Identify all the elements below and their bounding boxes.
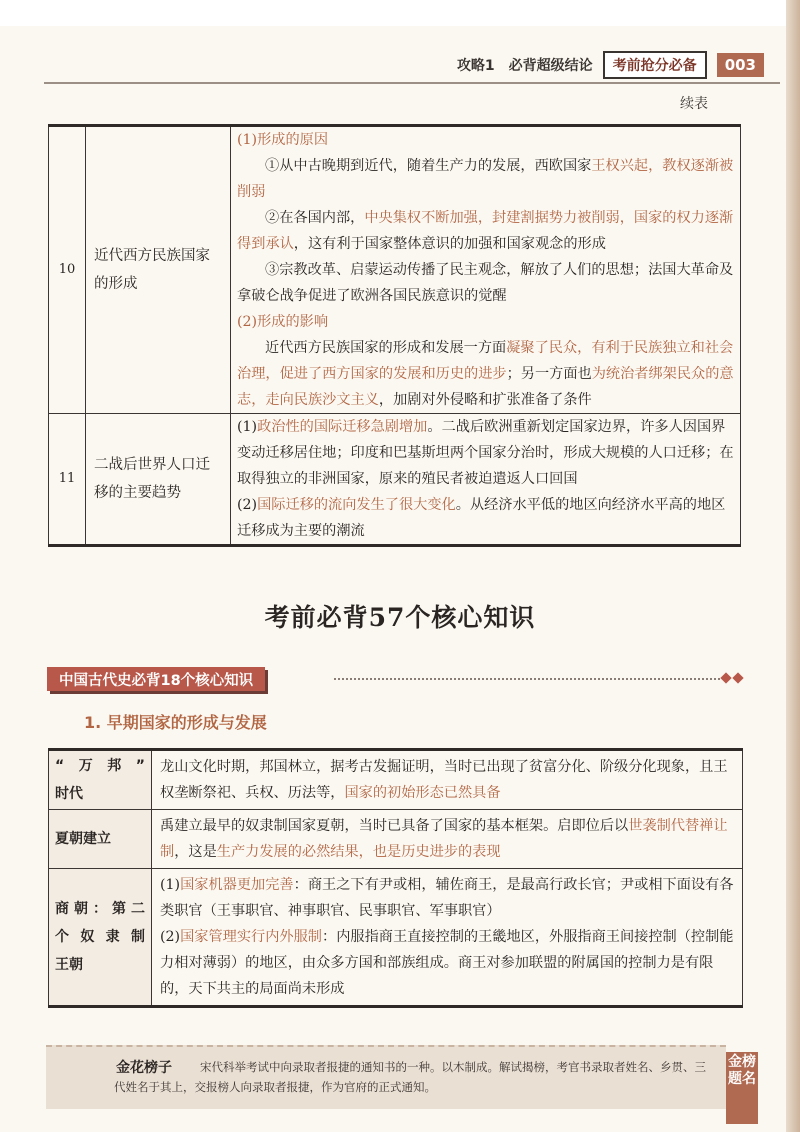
table-row: [49, 126, 741, 414]
row-heading: “万邦” 时代: [49, 750, 152, 810]
header-badge: 考前抢分必备: [603, 51, 707, 79]
footer-text: 宋代科举考试中向录取者报捷的通知书的一种。以木制成。解试揭榜，考官书录取者姓名、乡贯、三代姓名于其上，交报榜人向录取者报捷，作为官府的正式通知。: [114, 1060, 706, 1094]
page-right-edge: [786, 0, 800, 1132]
knowledge-table: [48, 748, 743, 1008]
row-heading: 夏朝建立: [49, 810, 152, 869]
cause-2: ②在各国内部，中央集权不断加强，封建割据势力被削弱，国家的权力逐渐得到承认，这有利于国家整体意识的加强和国家观念的形成: [237, 210, 734, 252]
effect-heading: (2)形成的影响: [237, 314, 329, 330]
row-content: [231, 414, 741, 546]
page-top-edge: [0, 0, 800, 26]
row-content: [152, 869, 743, 1007]
row-content: [231, 126, 741, 414]
row-content: 龙山文化时期，邦国林立，据考古发掘证明，当时已出现了贫富分化、阶级分化现象，且王权垄断祭祀、兵权、历法等，国家的初始形态已然具备: [152, 750, 743, 810]
shang-point-1: (1)国家机器更加完善：商王之下有尹或相，辅佐商王，是最高行政长官；尹或相下面设有各类职官（王事职官、神事职官、民事职官、军事职官）: [160, 877, 734, 919]
page-header: [457, 50, 764, 80]
subsection-title: 1. 早期国家的形成与发展: [84, 713, 267, 732]
row-number: 11: [49, 414, 86, 546]
side-tab: 金榜题名: [726, 1052, 758, 1124]
table-row: [49, 869, 743, 1007]
chapter-label: 攻略1 必背超级结论: [456, 58, 593, 74]
effect-text: 近代西方民族国家的形成和发展一方面凝聚了民众，有利于民族独立和社会治理，促进了西方国家的发展和历史的进步；另一方面也为统治者绑架民众的意志，走向民族沙文主义，加剧对外侵略和扩张准备了条件: [237, 340, 734, 408]
row-content: 禹建立最早的奴隶制国家夏朝，当时已具备了国家的基本框架。启即位后以世袭制代替禅让制，这是生产力发展的必然结果，也是历史进步的表现: [152, 810, 743, 869]
row-topic: 二战后世界人口迁移的主要趋势: [86, 414, 231, 546]
table-row: [49, 750, 743, 810]
shang-point-2: (2)国家管理实行内外服制：内服指商王直接控制的王畿地区，外服指商王间接控制（控制能力相对薄弱）的地区，由众多方国和部族组成。商王对参加联盟的附属国的控制力是有限的，天下共主的局面尚未形成: [160, 929, 734, 997]
row-number: 10: [49, 126, 86, 414]
footer-title: 金花榜子: [116, 1060, 172, 1076]
diamond-icon: [732, 672, 743, 683]
trend-1: (1)政治性的国际迁移急剧增加。二战后欧洲重新划定国家边界，许多人因国界变动迁移居住地；印度和巴基斯坦两个国家分治时，形成大规模的人口迁移；在取得独立的非洲国家，原来的殖民者被迫遣返人口回国: [237, 419, 734, 487]
cause-1: ①从中古晚期到近代，随着生产力的发展，西欧国家王权兴起，教权逐渐被削弱: [237, 158, 734, 200]
trend-2: (2)国际迁移的流向发生了很大变化。从经济水平低的地区向经济水平高的地区迁移成为主要的潮流: [237, 497, 726, 539]
header-rule: [44, 82, 780, 84]
page-number: 003: [717, 53, 764, 77]
banner-divider: [334, 678, 720, 680]
footer-note: [46, 1045, 726, 1109]
diamond-icon: [720, 672, 731, 683]
continued-label: 续表: [680, 96, 708, 112]
row-heading: 商朝：第二 个奴隶制 王朝: [49, 869, 152, 1007]
table-row: [49, 810, 743, 869]
section-banner: 中国古代史必背18个核心知识: [47, 667, 265, 691]
row-topic: 近代西方民族国家的形成: [86, 126, 231, 414]
table-row: [49, 414, 741, 546]
main-title: 考前必背57个核心知识: [264, 603, 536, 632]
continued-table: [48, 124, 741, 547]
cause-3: ③宗教改革、启蒙运动传播了民主观念，解放了人们的思想；法国大革命及拿破仑战争促进了欧洲各国民族意识的觉醒: [237, 262, 734, 304]
cause-heading: (1)形成的原因: [237, 132, 329, 148]
